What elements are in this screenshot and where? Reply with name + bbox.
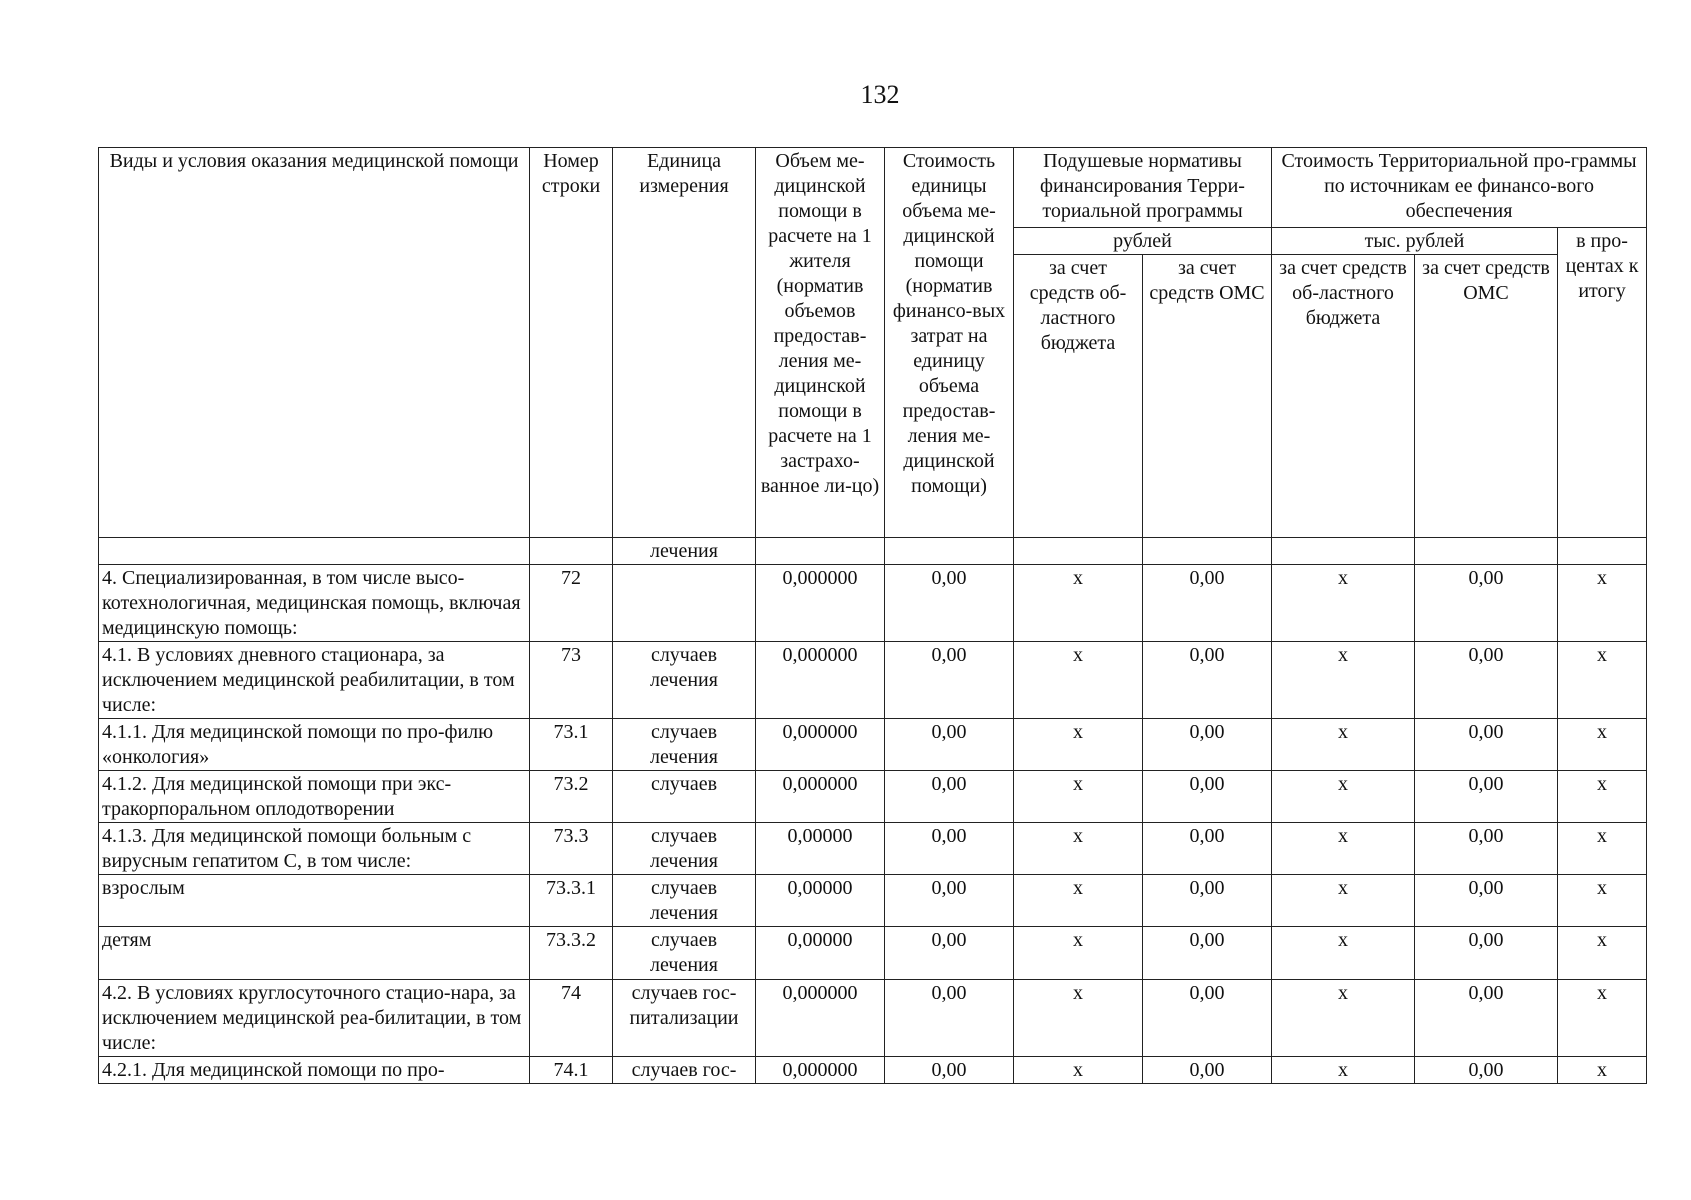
cell-pc-oms: 0,00 xyxy=(1143,771,1272,823)
cell-tc-budget: x xyxy=(1272,642,1415,719)
header-types: Виды и условия оказания медицинской помощи xyxy=(99,148,530,538)
cell-tc-budget: x xyxy=(1272,875,1415,927)
cell-percent: x xyxy=(1558,927,1647,980)
table-row xyxy=(99,771,1647,823)
cell-num: 72 xyxy=(530,565,613,642)
cell-pc-oms: 0,00 xyxy=(1143,980,1272,1057)
cell-pc-oms: 0,00 xyxy=(1143,642,1272,719)
cell-unit: случаев лечения xyxy=(613,927,756,980)
cell-cost: 0,00 xyxy=(885,719,1014,771)
cell-percent xyxy=(1558,538,1647,565)
cell-desc: детям xyxy=(99,927,530,980)
cell-percent: x xyxy=(1558,719,1647,771)
cell-pc-oms: 0,00 xyxy=(1143,875,1272,927)
cell-tc-budget: x xyxy=(1272,823,1415,875)
cell-volume: 0,00000 xyxy=(756,927,885,980)
cell-pc-budget: x xyxy=(1014,875,1143,927)
cell-tc-oms xyxy=(1415,538,1558,565)
cell-percent: x xyxy=(1558,875,1647,927)
cell-num xyxy=(530,538,613,565)
table-row xyxy=(99,565,1647,642)
cell-desc: 4.2.1. Для медицинской помощи по про- xyxy=(99,1057,530,1084)
cell-tc-budget: x xyxy=(1272,980,1415,1057)
cell-unit: случаев гос- xyxy=(613,1057,756,1084)
cell-num: 73.3.1 xyxy=(530,875,613,927)
cell-volume: 0,000000 xyxy=(756,642,885,719)
cell-num: 73 xyxy=(530,642,613,719)
cell-desc: 4.1. В условиях дневного стационара, за исключением медицинской реабилитации, в том числе: xyxy=(99,642,530,719)
cell-unit: случаев лечения xyxy=(613,719,756,771)
cell-percent: x xyxy=(1558,642,1647,719)
cell-pc-oms xyxy=(1143,538,1272,565)
cell-num: 73.1 xyxy=(530,719,613,771)
cell-num: 74 xyxy=(530,980,613,1057)
cell-pc-budget: x xyxy=(1014,642,1143,719)
cell-cost: 0,00 xyxy=(885,1057,1014,1084)
header-tc-regional-budget: за счет средств об-ластного бюджета xyxy=(1272,255,1415,538)
cell-pc-budget: x xyxy=(1014,927,1143,980)
cell-desc xyxy=(99,538,530,565)
cell-unit: лечения xyxy=(613,538,756,565)
table-row xyxy=(99,719,1647,771)
cell-tc-oms: 0,00 xyxy=(1415,719,1558,771)
cell-volume: 0,00000 xyxy=(756,875,885,927)
cell-percent: x xyxy=(1558,565,1647,642)
header-row-number: Номер строки xyxy=(530,148,613,538)
table-row xyxy=(99,875,1647,927)
cell-cost: 0,00 xyxy=(885,642,1014,719)
cell-unit: случаев лечения xyxy=(613,642,756,719)
cell-desc: 4.2. В условиях круглосуточного стацио-нара, за исключением медицинской реа-билитации, в том числе: xyxy=(99,980,530,1057)
cell-tc-oms: 0,00 xyxy=(1415,927,1558,980)
cell-tc-oms: 0,00 xyxy=(1415,823,1558,875)
cell-num: 73.3.2 xyxy=(530,927,613,980)
table-row xyxy=(99,642,1647,719)
cell-cost: 0,00 xyxy=(885,771,1014,823)
cell-desc: 4.1.3. Для медицинской помощи больным с вирусным гепатитом С, в том числе: xyxy=(99,823,530,875)
header-pc-regional-budget: за счет средств об-ластного бюджета xyxy=(1014,255,1143,538)
cell-tc-oms: 0,00 xyxy=(1415,980,1558,1057)
cell-pc-oms: 0,00 xyxy=(1143,927,1272,980)
cell-tc-oms: 0,00 xyxy=(1415,771,1558,823)
cell-percent: x xyxy=(1558,771,1647,823)
cell-unit: случаев лечения xyxy=(613,823,756,875)
page-number: 132 xyxy=(860,80,900,109)
header-thousand-rubles: тыс. рублей xyxy=(1272,228,1558,255)
table-row xyxy=(99,1057,1647,1084)
cell-desc: взрослым xyxy=(99,875,530,927)
cell-volume: 0,000000 xyxy=(756,1057,885,1084)
cell-pc-budget xyxy=(1014,538,1143,565)
cell-cost: 0,00 xyxy=(885,980,1014,1057)
cell-desc: 4.1.1. Для медицинской помощи по про-филю «онкология» xyxy=(99,719,530,771)
cell-pc-oms: 0,00 xyxy=(1143,823,1272,875)
cell-pc-budget: x xyxy=(1014,980,1143,1057)
cell-tc-budget xyxy=(1272,538,1415,565)
continuation-row xyxy=(99,538,1647,565)
cell-unit: случаев xyxy=(613,771,756,823)
header-unit: Единица измерения xyxy=(613,148,756,538)
header-cost: Стоимость единицы объема ме-дицинской помощи (норматив финансо-вых затрат на единицу объема предостав-ления ме-дицинской помощи) xyxy=(885,148,1014,538)
cell-desc: 4.1.2. Для медицинской помощи при экс-тракорпоральном оплодотворении xyxy=(99,771,530,823)
cell-cost: 0,00 xyxy=(885,823,1014,875)
table-row xyxy=(99,927,1647,980)
cell-num: 73.3 xyxy=(530,823,613,875)
cell-pc-oms: 0,00 xyxy=(1143,565,1272,642)
cell-tc-oms: 0,00 xyxy=(1415,642,1558,719)
cell-cost: 0,00 xyxy=(885,875,1014,927)
cell-volume xyxy=(756,538,885,565)
cell-pc-budget: x xyxy=(1014,823,1143,875)
cell-cost: 0,00 xyxy=(885,565,1014,642)
cell-unit: случаев лечения xyxy=(613,875,756,927)
cell-cost: 0,00 xyxy=(885,927,1014,980)
funding-table xyxy=(98,147,1647,1084)
header-pc-oms: за счет средств ОМС xyxy=(1143,255,1272,538)
cell-desc: 4. Специализированная, в том числе высо-котехнологичная, медицинская помощь, включая медицинскую помощь: xyxy=(99,565,530,642)
cell-tc-budget: x xyxy=(1272,1057,1415,1084)
cell-volume: 0,000000 xyxy=(756,980,885,1057)
cell-volume: 0,000000 xyxy=(756,565,885,642)
cell-pc-budget: x xyxy=(1014,719,1143,771)
cell-num: 73.2 xyxy=(530,771,613,823)
cell-pc-budget: x xyxy=(1014,1057,1143,1084)
cell-pc-oms: 0,00 xyxy=(1143,719,1272,771)
table-row xyxy=(99,980,1647,1057)
cell-percent: x xyxy=(1558,1057,1647,1084)
header-total-cost: Стоимость Территориальной про-граммы по источникам ее финансо-вого обеспечения xyxy=(1272,148,1647,228)
cell-num: 74.1 xyxy=(530,1057,613,1084)
cell-percent: x xyxy=(1558,980,1647,1057)
cell-cost xyxy=(885,538,1014,565)
header-percent: в про-центах к итогу xyxy=(1558,228,1647,538)
header-rubles: рублей xyxy=(1014,228,1272,255)
cell-volume: 0,000000 xyxy=(756,771,885,823)
cell-pc-oms: 0,00 xyxy=(1143,1057,1272,1084)
cell-tc-oms: 0,00 xyxy=(1415,565,1558,642)
cell-tc-budget: x xyxy=(1272,565,1415,642)
cell-tc-oms: 0,00 xyxy=(1415,875,1558,927)
table-row xyxy=(99,823,1647,875)
cell-pc-budget: x xyxy=(1014,565,1143,642)
cell-tc-budget: x xyxy=(1272,719,1415,771)
cell-unit xyxy=(613,565,756,642)
header-tc-oms: за счет средств ОМС xyxy=(1415,255,1558,538)
header-volume: Объем ме-дицинской помощи в расчете на 1 жителя (норматив объемов предостав-ления ме-дицинской помощи в расчете на 1 застрахо-ванное ли-цо) xyxy=(756,148,885,538)
cell-percent: x xyxy=(1558,823,1647,875)
header-per-capita: Подушевые нормативы финансирования Терри-ториальной программы xyxy=(1014,148,1272,228)
cell-tc-budget: x xyxy=(1272,927,1415,980)
cell-volume: 0,00000 xyxy=(756,823,885,875)
cell-tc-budget: x xyxy=(1272,771,1415,823)
cell-unit: случаев гос-питализации xyxy=(613,980,756,1057)
cell-volume: 0,000000 xyxy=(756,719,885,771)
cell-pc-budget: x xyxy=(1014,771,1143,823)
cell-tc-oms: 0,00 xyxy=(1415,1057,1558,1084)
